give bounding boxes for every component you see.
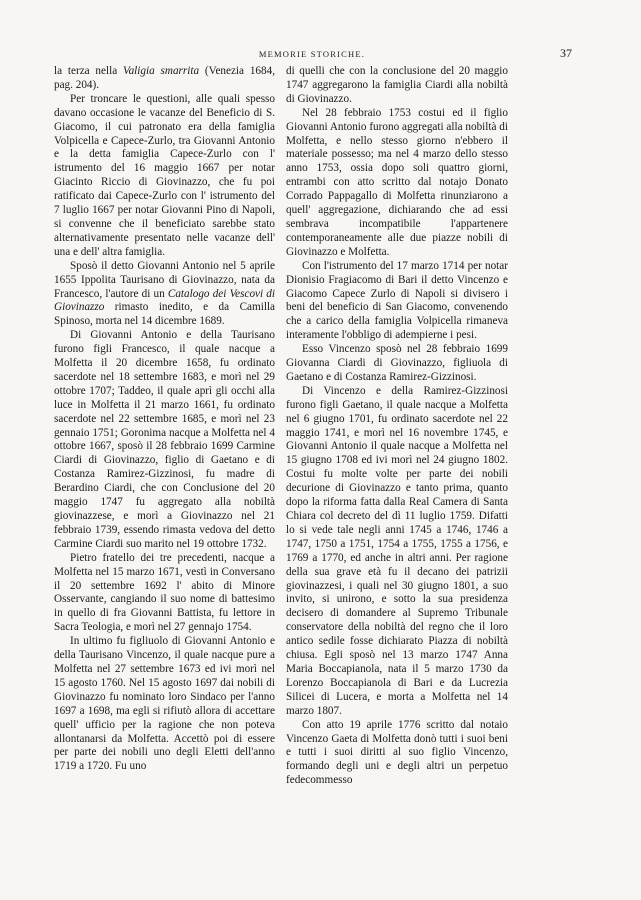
- paragraph: Pietro fratello dei tre precedenti, nacque a Molfetta nel 15 marzo 1671, vestì in Conversano il 20 settembre 1692 l' abito di Minore Osservante, cangiando il suo nome di battesimo in quello di fra Giovanni Battista, fu lettore in Sacra Teologia, e morì nel 27 gennajo 1754.: [54, 551, 275, 634]
- paragraph: di quelli che con la conclusione del 20 maggio 1747 aggregarono la famiglia Ciardi alla nobiltà di Giovinazzo.: [286, 65, 508, 105]
- text-run: rimasto inedito, e da Camilla Spinoso, morta nel 14 dicembre 1689.: [54, 301, 275, 328]
- paragraph: [54, 260, 275, 330]
- paragraph: Con l'istrumento del 17 marzo 1714 per notar Dionisio Fragiacomo di Bari il detto Vincenzo e Giacomo Capece Zurlo di Napoli si divisero i beni del beneficio di San Giacomo, convenendo che a carico della famiglia Volpicella rimaneva interamente l'obbligo di adempierne i pesi.: [286, 259, 508, 342]
- paragraph: In ultimo fu figliuolo di Giovanni Antonio e della Taurisano Vincenzo, il quale nacque pure a Molfetta nel 27 settembre 1673 ed ivi morì nel 15 agosto 1760. Nel 15 agosto 1697 dai nobili di Giovinazzo fu nominato loro Sindaco per l'anno 1697 a 1698, ma egli si rifiutò allora di accettare quell' ufficio per la ragione che non poteva allontanarsi da Molfetta. Accettò poi di essere per parte dei nobili uno degli Eletti dell'anno 1719 a 1720. Fu uno: [54, 635, 275, 773]
- text-run: la terza nella: [54, 65, 123, 77]
- paragraph: Per troncare le questioni, alle quali spesso davano occasione le vacanze del Beneficio di S. Giacomo, il cui patronato era della famiglia Volpicella e Capece-Zurlo, tra Giovanni Antonio e la detta famiglia Capece-Zurlo con l' istrumento del 16 maggio 1667 per notar Giacinto Riccio di Giovinazzo, che fu poi ratificato dai Capece-Zurlo con l' istrumento del 7 luglio 1667 per notar Giovanni Pino di Napoli, si convenne che il beneficiato sarebbe stato alternativamente presentato nelle vacanze dell' una e dell' altra famiglia.: [54, 92, 275, 258]
- paragraph: Di Giovanni Antonio e della Taurisano furono figli Francesco, il quale nacque a Molfetta il 20 dicembre 1658, fu ordinato sacerdote nel 18 settembre 1683, e morì nel 29 ottobre 1707; Taddeo, il quale aprì gli occhi alla luce in Molfetta il 21 marzo 1661, fu ordinato sacerdote nel 22 settembre 1685, e morì nel 23 gennaio 1751; Goronima nacque a Molfetta nel 4 ottobre 1667, sposò il 28 febbraio 1699 Carmine Ciardi di Giovinazzo, figlio di Gaetano e di Costanza Ramirez-Gizzinosi, fu madre di Berardino Ciardi, che con Conclusione del 20 maggio 1747 fu aggregato alla nobiltà giovinazzese, e morì a Giovinazzo nel 21 febbraio 1739, essendo rimasta vedova del detto Carmine Ciardi suo marito nel 19 ottobre 1732.: [54, 329, 275, 550]
- paragraph: Con atto 19 aprile 1776 scritto dal notaio Vincenzo Gaeta di Molfetta donò tutti i suoi beni e tutti i suoi diritti al suo figlio Vincenzo, formando degli uni e degli altri un perpetuo fedecommesso: [286, 718, 508, 787]
- text-run: (Venezia 1684, pag. 204).: [54, 65, 275, 91]
- text-run: Sposò il detto Giovanni Antonio nel 5 aprile 1655 Ippolita Taurisano di Giovinazzo, nata da Francesco, l'autore di un: [54, 259, 275, 300]
- book-title-italic: Valigia smarrita: [123, 65, 200, 77]
- paragraph: Di Vincenzo e della Ramirez-Gizzinosi furono figli Gaetano, il quale nacque a Molfetta nel 6 giugno 1701, fu ordinato sacerdote nel 22 maggio 1741, e morì nel 16 novembre 1745, e Giovanni Antonio il quale nacque a Molfetta nel 15 giugno 1708 ed ivi morì nel 24 giugno 1802. Costui fu molte volte per parte dei nobili decurione di Giovinazzo e tanto prima, quanto dopo la riforma fatta dalla Real Camera di Santa Chiara col decreto del dì 11 luglio 1759. Difatti lo si vede tale negli anni 1745 a 1746, 1746 a 1747, 1750 a 1751, 1754 a 1755, 1755 a 1756, e 1769 a 1770, ed anche in altri anni. Per ragione della sua grave età fu il decano dei patrizii giovinazzesi, i quali nel 30 giugno 1801, a suo invito, si unirono, e sotto la sua presidenza decisero di domandere al Supremo Tribunale conservatore della nobiltà del regno che il loro antico sedile fosse dichiarato Piazza di nobiltà chiusa. Egli sposò nel 13 marzo 1747 Anna Maria Boccapianola, nata il 5 marzo 1730 da Lorenzo Boccapianola di Bari e da Lucrezia Silicei di Lucera, e morta a Molfetta nel 14 marzo 1807.: [286, 384, 508, 717]
- paragraph: Nel 28 febbraio 1753 costui ed il figlio Giovanni Antonio furono aggregati alla nobiltà di Molfetta, e nello stesso giorno n'ebbero il materiale possesso; ma nel 4 marzo dello stesso anno 1753, ossia dopo soli quattro giorni, entrambi con atto scritto dal notajo Donato Corrado Pappagallo di Molfetta rinunziarono a quell' aggregazione, dichiarando che ad essi sembrava incompatibile l'appartenere contemporaneamente alle due piazze nobili di Giovinazzo e Molfetta.: [286, 106, 508, 258]
- left-column: [54, 65, 275, 774]
- right-column: [286, 65, 508, 788]
- page-number: 37: [560, 46, 572, 60]
- page-header: [52, 46, 572, 62]
- book-title-italic: Catalogo dei Vescovi di Giovinazzo: [54, 287, 275, 314]
- paragraph: Esso Vincenzo sposò nel 28 febbraio 1699 Giovanna Ciardi di Giovinazzo, figliuola di Gaetano e di Costanza Ramirez-Gizzinosi.: [286, 343, 508, 383]
- running-head: MEMORIE STORICHE.: [258, 49, 366, 59]
- paragraph: [54, 65, 275, 93]
